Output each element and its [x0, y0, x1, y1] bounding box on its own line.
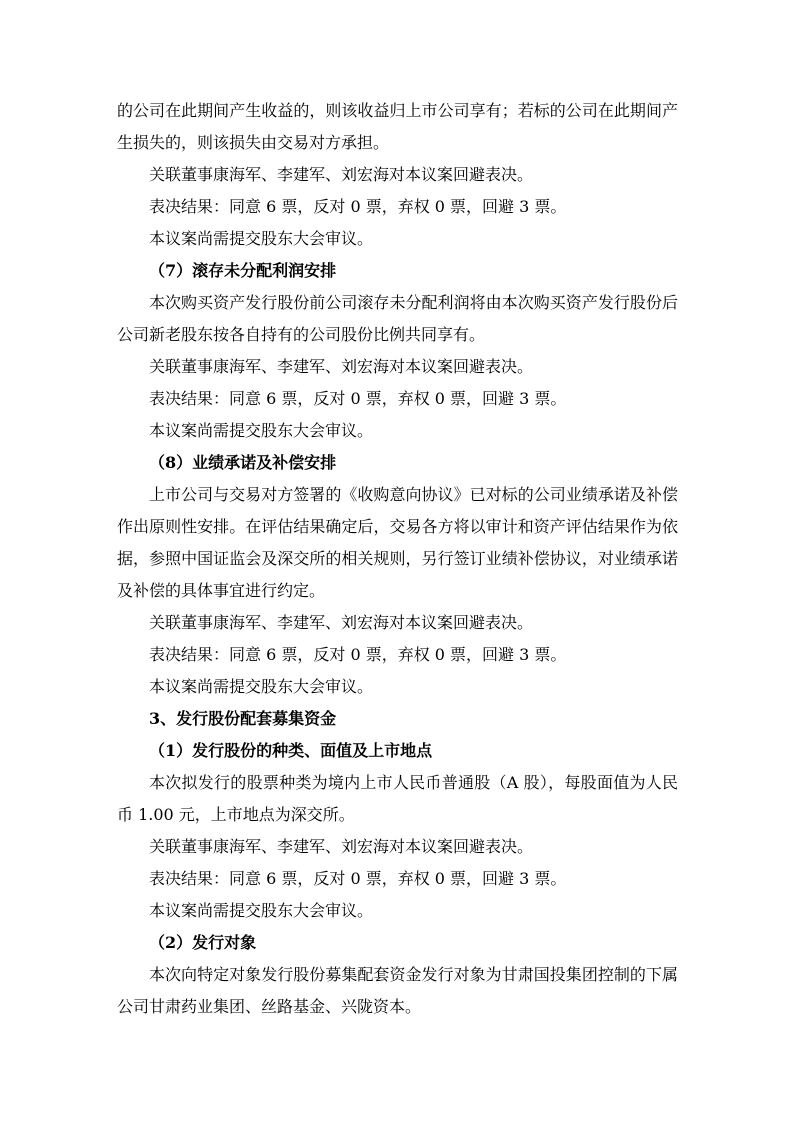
para-related-directors-abstain: 关联董事康海军、李建军、刘宏海对本议案回避表决。: [149, 837, 534, 856]
heading-3-1-share-type-value-listing: （1）发行股份的种类、面值及上市地点: [149, 741, 433, 760]
para-performance-commitment-detail: 上市公司与交易对方签署的《收购意向协议》已对标的公司业绩承诺及补偿作出原则性安排。在评估结果确定后，交易各方将以审计和资产评估结果作为依据，参照中国证监会及深交所的相关规则，另行签订业绩补偿协议，对业绩承诺及补偿的具体事宜进行约定。: [117, 485, 678, 600]
para-continuation-profit-loss: 的公司在此期间产生收益的，则该收益归上市公司享有；若标的公司在此期间产生损失的，则该损失由交易对方承担。: [117, 101, 678, 152]
para-related-directors-abstain: 关联董事康海军、李建军、刘宏海对本议案回避表决。: [149, 165, 534, 184]
para-vote-result: 表决结果：同意 6 票，反对 0 票，弃权 0 票，回避 3 票。: [149, 645, 567, 664]
para-submit-shareholders-meeting: 本议案尚需提交股东大会审议。: [149, 229, 374, 248]
para-submit-shareholders-meeting: 本议案尚需提交股东大会审议。: [149, 677, 374, 696]
heading-3-2-issue-targets: （2）发行对象: [149, 933, 257, 952]
para-share-type-detail: 本次拟发行的股票种类为境内上市人民币普通股（A 股），每股面值为人民币 1.00 元，上市地点为深交所。: [117, 773, 678, 824]
para-undistributed-profit-detail: 本次购买资产发行股份前公司滚存未分配利润将由本次购买资产发行股份后公司新老股东按各自持有的公司股份比例共同享有。: [117, 293, 678, 344]
heading-7-undistributed-profit: （7）滚存未分配利润安排: [149, 261, 337, 280]
para-submit-shareholders-meeting: 本议案尚需提交股东大会审议。: [149, 421, 374, 440]
para-vote-result: 表决结果：同意 6 票，反对 0 票，弃权 0 票，回避 3 票。: [149, 197, 567, 216]
page-content: [117, 95, 678, 1023]
para-submit-shareholders-meeting: 本议案尚需提交股东大会审议。: [149, 901, 374, 920]
para-related-directors-abstain: 关联董事康海军、李建军、刘宏海对本议案回避表决。: [149, 357, 534, 376]
para-related-directors-abstain: 关联董事康海军、李建军、刘宏海对本议案回避表决。: [149, 613, 534, 632]
heading-8-performance-commitment: （8）业绩承诺及补偿安排: [149, 453, 337, 472]
heading-3-supporting-funds: 3、发行股份配套募集资金: [149, 709, 337, 728]
para-issue-targets-detail: 本次向特定对象发行股份募集配套资金发行对象为甘肃国投集团控制的下属公司甘肃药业集团、丝路基金、兴陇资本。: [117, 965, 678, 1016]
para-vote-result: 表决结果：同意 6 票，反对 0 票，弃权 0 票，回避 3 票。: [149, 869, 567, 888]
para-vote-result: 表决结果：同意 6 票，反对 0 票，弃权 0 票，回避 3 票。: [149, 389, 567, 408]
